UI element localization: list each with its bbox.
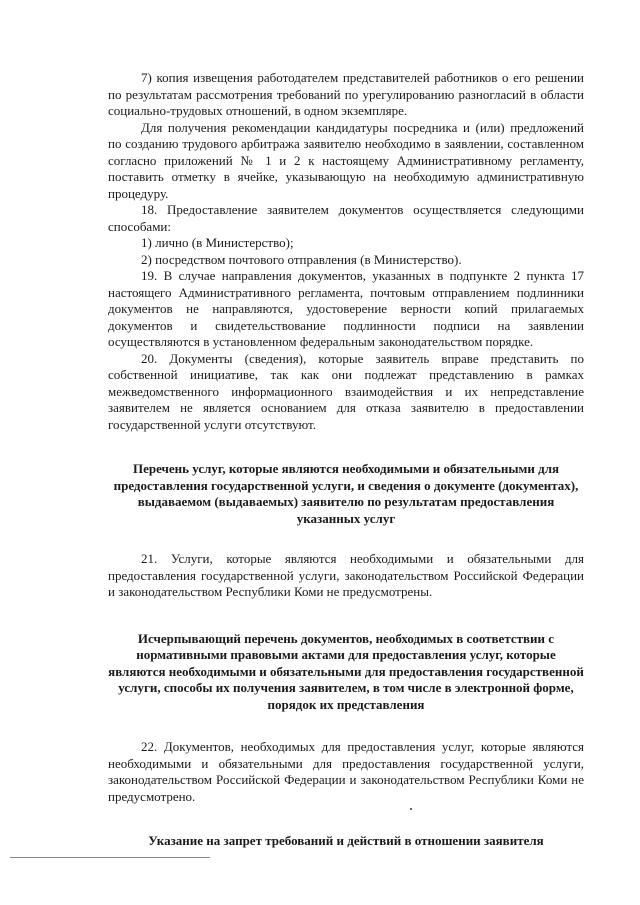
paragraph-21: 21. Услуги, которые являются необходимыми и обязательными для предоставления государственной услуги, законодательством Российской Федерации и законодательством Республики Коми не предусмотрены.: [108, 551, 584, 599]
paragraph-item-7: 7) копия извещения работодателем представителей работников о его решении по результатам рассмотрения требований по урегулированию разногласий в области социально-трудовых отношений, в одном экземпляре.: [108, 70, 584, 118]
list-item-2: 2) посредством почтового отправления (в Министерство).: [141, 251, 462, 267]
list-item-1: 1) лично (в Министерство);: [141, 235, 294, 250]
document-body: [108, 70, 584, 850]
scan-speck: [410, 808, 412, 810]
section-heading-services: Перечень услуг, которые являются необходимыми и обязательными для предоставления государственной услуги, и сведения о документе (документах), выдаваемом (выдаваемых) заявителю по результатам предоставления указанных услуг: [113, 461, 579, 526]
paragraph-19: 19. В случае направления документов, указанных в подпункте 2 пункта 17 настоящего Административного регламента, почтовым отправлением подлинники документов не направляются, удостоверение верности копий прилагаемых документов и свидетельствование подлинности подписи на заявлении осуществляются в установленном федеральным законодательством порядке.: [108, 268, 584, 349]
section-heading-prohibition: Указание на запрет требований и действий в отношении заявителя: [148, 833, 544, 848]
section-heading-documents: Исчерпывающий перечень документов, необходимых в соответствии с нормативными правовыми актами для предоставления услуг, которые являются необходимыми и обязательными для предоставления государственной услуги, способы их получения заявителем, в том числе в электронной форме, порядок их представления: [108, 630, 584, 712]
footer-rule: [10, 857, 210, 858]
paragraph-20: 20. Документы (сведения), которые заявитель вправе представить по собственной инициативе, так как они подлежат представлению в рамках межведомственного информационного взаимодействия и их непредставление заявителем не является основанием для отказа заявителю в предоставлении государственной услуги отсутствуют.: [108, 350, 584, 432]
paragraph-22: 22. Документов, необходимых для предоставления услуг, которые являются необходимыми и обязательными для предоставления государственной услуги, законодательством Российской Федерации и законодательством Республики Коми не предусмотрено.: [108, 739, 584, 804]
paragraph-18: 18. Предоставление заявителем документов осуществляется следующими способами:: [108, 202, 584, 234]
paragraph-recommendation: Для получения рекомендации кандидатуры посредника и (или) предложений по созданию трудового арбитража заявителю необходимо в заявлении, составленном согласно приложений № 1 и 2 к настоящему Административному регламенту, поставить отметку в ячейке, указывающую на необходимую административную процедуру.: [108, 119, 584, 201]
